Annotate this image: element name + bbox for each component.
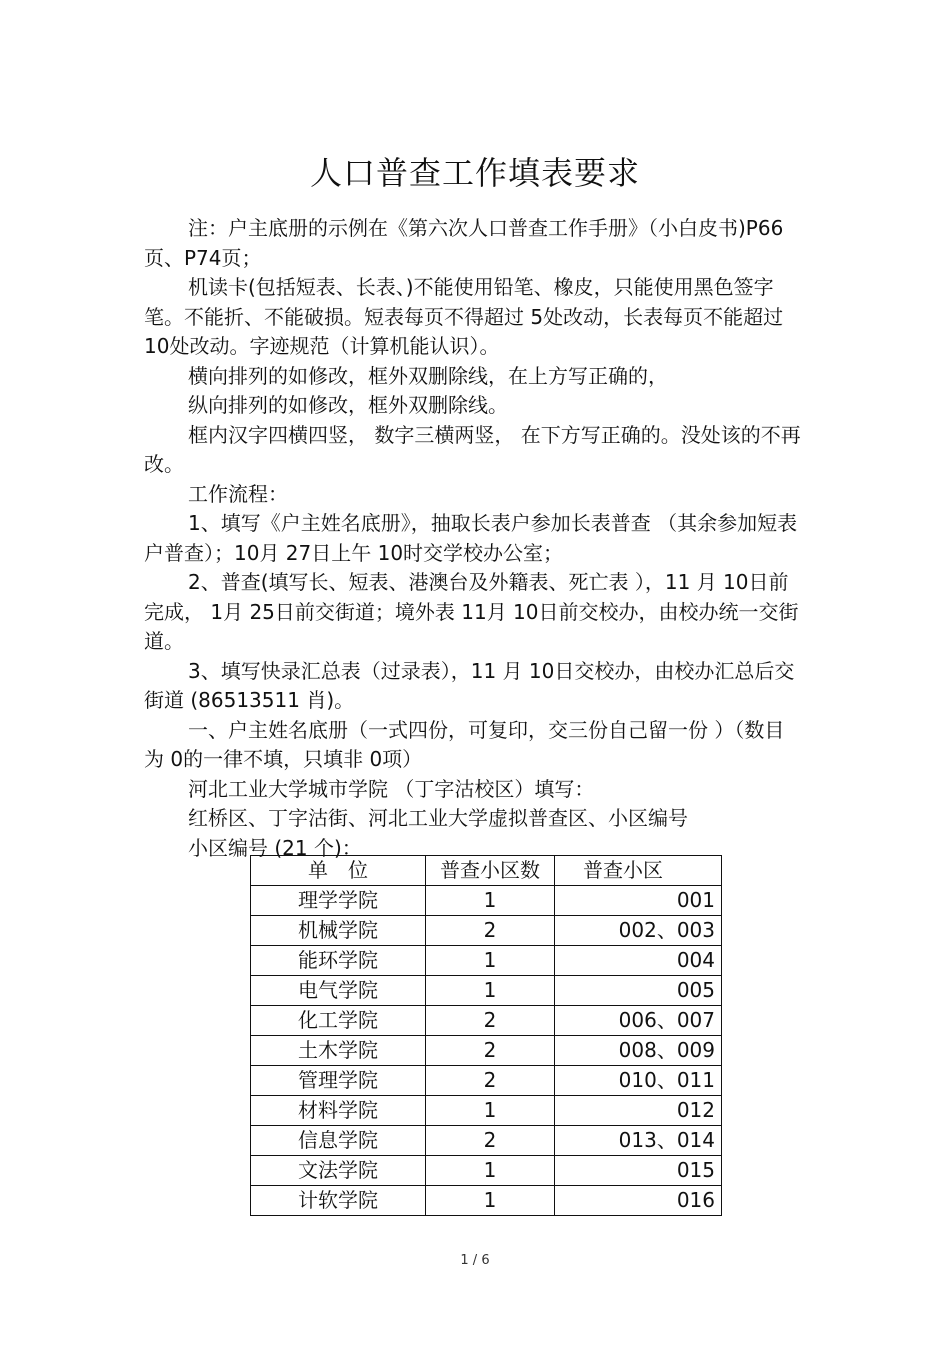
workflow-step-2: 2、普查(填写长、短表、港澳台及外籍表、死亡表 ），11 月 10日前完成， 1月 25日前交街道；境外表 11月 10日前交校办，由校办统一交街道。: [144, 570, 799, 653]
form-card-paragraph: 机读卡(包括短表、长表、)不能使用铅笔、橡皮，只能使用黑色签字笔。不能折、不能破损。短表每页不得超过 5处改动，长表每页不能超过 10处改动。字迹规范（计算机能认识）。: [144, 275, 784, 358]
table-row: [251, 976, 722, 1006]
document-body: [144, 214, 804, 863]
header-subareas: 普查小区: [555, 856, 722, 886]
cell-count: 1: [426, 1186, 555, 1216]
page-title: 人口普查工作填表要求: [309, 154, 640, 192]
cell-count: 2: [426, 916, 555, 946]
cell-unit: 化工学院: [251, 1006, 426, 1036]
cell-unit: 能环学院: [251, 946, 426, 976]
table-row: [251, 1036, 722, 1066]
cell-unit: 土木学院: [251, 1036, 426, 1066]
cell-unit: 文法学院: [251, 1156, 426, 1186]
cell-unit: 机械学院: [251, 916, 426, 946]
table-row: [251, 1006, 722, 1036]
table-row: [251, 1066, 722, 1096]
table-row: [251, 1186, 722, 1216]
cell-subareas: 013、014: [555, 1126, 722, 1156]
horizontal-edit-paragraph: 横向排列的如修改，框外双删除线，在上方写正确的，: [188, 363, 668, 388]
page-number: 1 / 6: [460, 1253, 490, 1268]
workflow-step-1: 1、填写《户主姓名底册》，抽取长表户参加长表普查 （其余参加短表户普查）；10月 27日上午 10时交学校办公室；: [144, 511, 798, 565]
cell-count: 2: [426, 1126, 555, 1156]
cell-count: 2: [426, 1006, 555, 1036]
cell-unit: 材料学院: [251, 1096, 426, 1126]
header-count: 普查小区数: [426, 856, 555, 886]
header-unit: 单 位: [251, 856, 426, 886]
workflow-heading: 工作流程：: [188, 481, 288, 506]
vertical-edit-paragraph: 纵向排列的如修改，框外双删除线。: [188, 393, 508, 417]
cell-subareas: 015: [555, 1156, 722, 1186]
cell-subareas: 010、011: [555, 1066, 722, 1096]
note-paragraph: 注：户主底册的示例在《第六次人口普查工作手册》（小白皮书)P66页、P74页；: [144, 216, 784, 270]
cell-unit: 计软学院: [251, 1186, 426, 1216]
table-row: [251, 1096, 722, 1126]
cell-subareas: 016: [555, 1186, 722, 1216]
cell-unit: 信息学院: [251, 1126, 426, 1156]
section-1-heading: 一、户主姓名底册（一式四份，可复印，交三份自己留一份 ）（数目为 0的一律不填，只填非 0项）: [144, 717, 785, 771]
table-row: [251, 1126, 722, 1156]
cell-count: 2: [426, 1066, 555, 1096]
in-box-edit-paragraph: 框内汉字四横四竖， 数字三横两竖， 在下方写正确的。没处该的不再改。: [144, 422, 801, 476]
cell-subareas: 005: [555, 976, 722, 1006]
campus-line: 河北工业大学城市学院 （丁字沽校区）填写：: [188, 776, 595, 801]
table-header-row: [251, 856, 722, 886]
cell-subareas: 008、009: [555, 1036, 722, 1066]
table-row: [251, 946, 722, 976]
cell-subareas: 004: [555, 946, 722, 976]
subarea-count-line: 小区编号 (21 个)：: [188, 835, 362, 860]
cell-unit: 理学学院: [251, 886, 426, 916]
workflow-step-3: 3、填写快录汇总表（过录表），11 月 10日交校办，由校办汇总后交街道 (86513511 肖)。: [144, 658, 795, 712]
cell-unit: 电气学院: [251, 976, 426, 1006]
cell-subareas: 006、007: [555, 1006, 722, 1036]
subarea-table: [250, 855, 722, 1216]
cell-unit: 管理学院: [251, 1066, 426, 1096]
cell-count: 1: [426, 886, 555, 916]
cell-count: 2: [426, 1036, 555, 1066]
table-row: [251, 1156, 722, 1186]
table-row: [251, 916, 722, 946]
cell-subareas: 001: [555, 886, 722, 916]
cell-count: 1: [426, 946, 555, 976]
cell-count: 1: [426, 1096, 555, 1126]
cell-count: 1: [426, 976, 555, 1006]
cell-subareas: 012: [555, 1096, 722, 1126]
cell-subareas: 002、003: [555, 916, 722, 946]
table-row: [251, 886, 722, 916]
district-line: 红桥区、丁字沽街、河北工业大学虚拟普查区、小区编号: [188, 806, 688, 830]
cell-count: 1: [426, 1156, 555, 1186]
